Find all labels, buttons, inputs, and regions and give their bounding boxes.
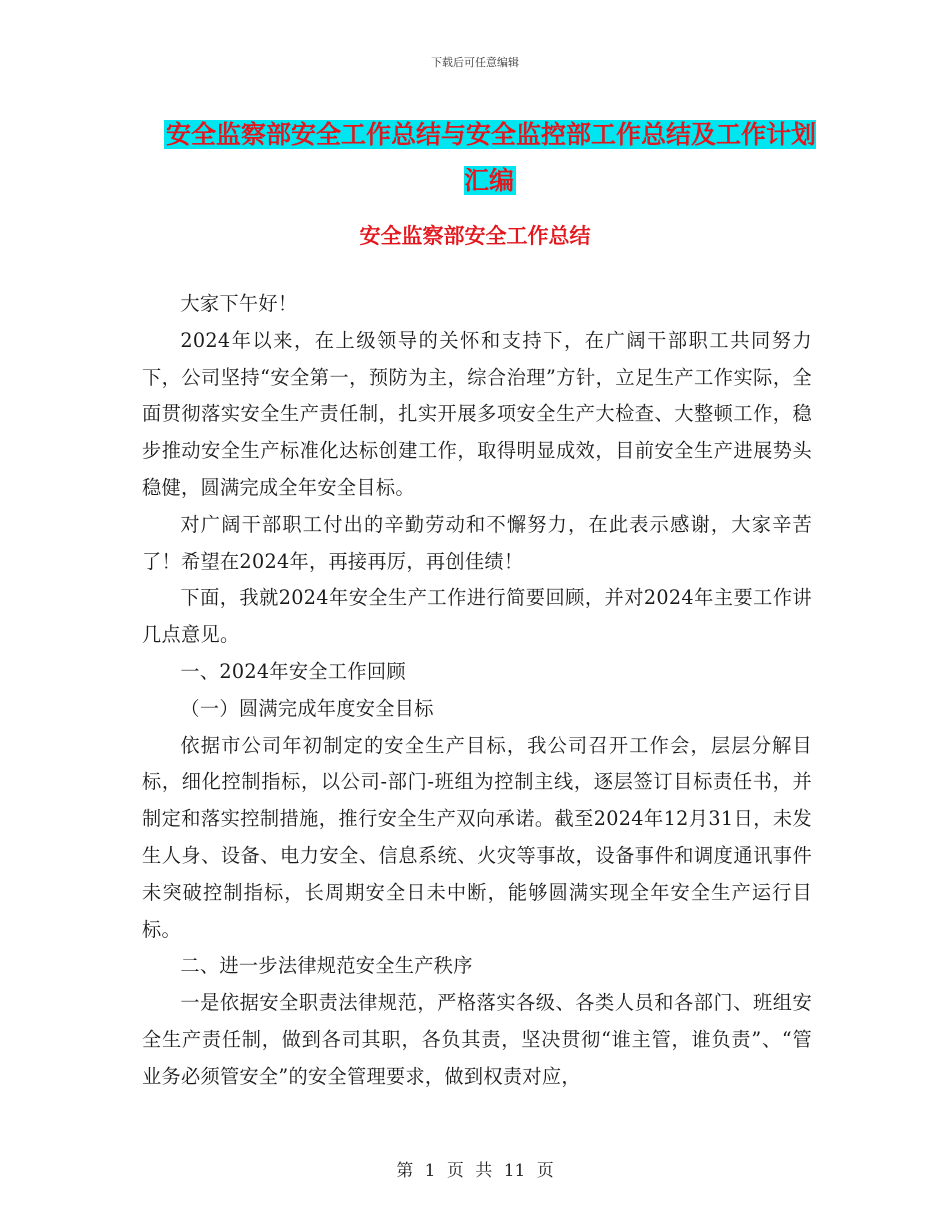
document-title-text: 安全监察部安全工作总结与安全监控部工作总结及工作计划汇编 — [165, 120, 816, 195]
page-footer: 第 1 页 共 11 页 — [396, 1161, 554, 1181]
section-title: 安全监察部安全工作总结 — [359, 224, 591, 248]
paragraph-thanks: 对广阔干部职工付出的辛勤劳动和不懈努力，在此表示感谢，大家辛苦了！希望在2024年，再接再厉，再创佳绩！ — [142, 512, 812, 573]
paragraph-legal-detail: 一是依据安全职责法律规范，严格落实各级、各类人员和各部门、班组安全生产责任制，做到各司其职，各负其责，坚决贯彻“谁主管，谁负责”、“管业务必须管安全”的安全管理要求，做到权责对应， — [142, 991, 812, 1088]
document-body — [142, 286, 812, 1096]
heading-annual-goal: （一）圆满完成年度安全目标 — [180, 696, 434, 720]
paragraph-overview: 下面，我就2024年安全生产工作进行简要回顾，并对2024年主要工作讲几点意见。 — [142, 586, 812, 647]
paragraph-goal-detail: 依据市公司年初制定的安全生产目标，我公司召开工作会，层层分解目标，细化控制指标，以公司-部门-班组为控制主线，逐层签订目标责任书，并制定和落实控制措施，推行安全生产双向承诺。截至2024年12月31日，未发生人身、设备、电力安全、信息系统、火灾等事故，设备事件和调度通讯事件未突破控制指标，长周期安全日未中断，能够圆满实现全年安全生产运行目标。 — [142, 733, 812, 941]
heading-legal-norms: 二、进一步法律规范安全生产秩序 — [180, 954, 473, 978]
paragraph-greeting: 大家下午好！ — [180, 292, 298, 315]
page-header: 下载后可任意编辑 — [431, 56, 519, 69]
paragraph-intro: 2024年以来，在上级领导的关怀和支持下，在广阔干部职工共同努力下，公司坚持“安全第一，预防为主，综合治理”方针，立足生产工作实际，全面贯彻落实安全生产责任制，扎实开展多项安全生产大检查、大整顿工作，稳步推动安全生产标准化达标创建工作，取得明显成效，目前安全生产进展势头稳健，圆满完成全年安全目标。 — [142, 328, 812, 499]
document-title — [160, 112, 820, 204]
heading-review: 一、2024年安全工作回顾 — [180, 659, 406, 683]
